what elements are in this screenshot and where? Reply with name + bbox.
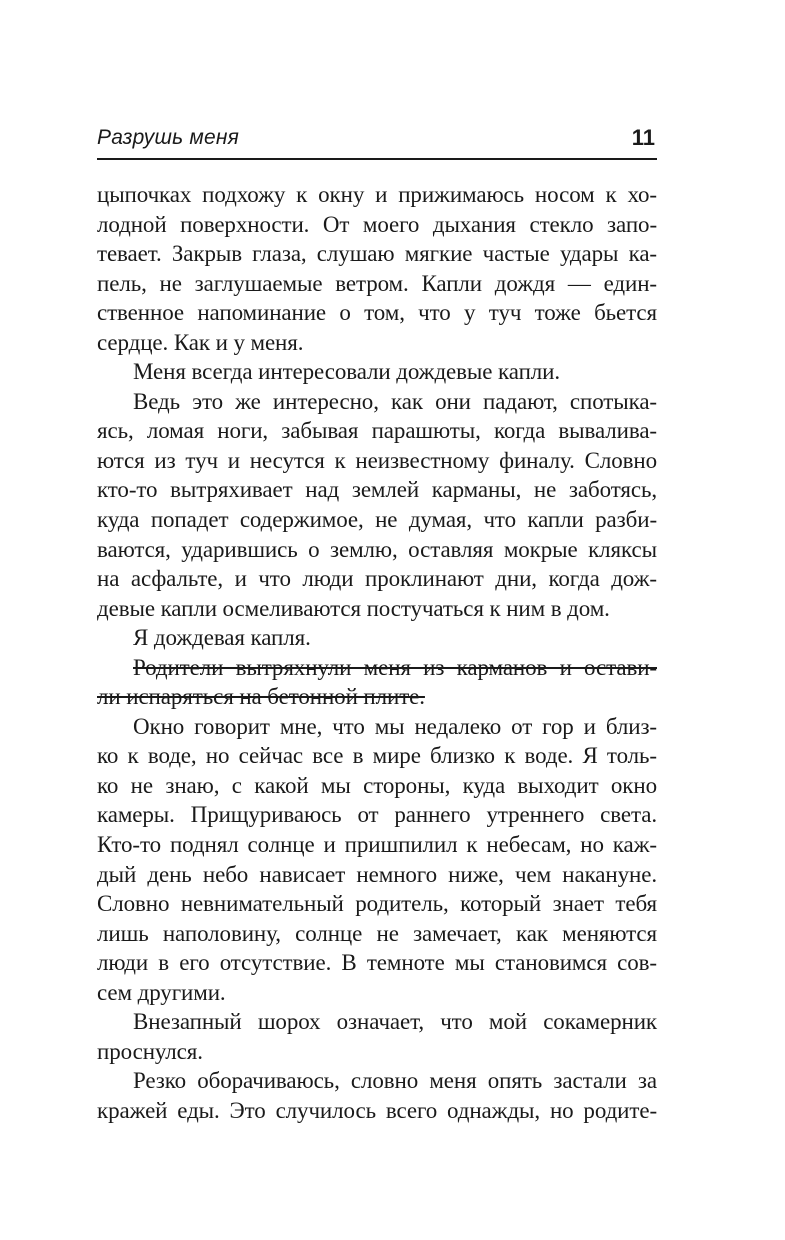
page-header bbox=[97, 124, 657, 160]
text-line: Окно говорит мне, что мы недалеко от гор и близ- bbox=[133, 713, 657, 739]
struck-text-line: Родители вытряхнули меня из карманов и остави- bbox=[133, 654, 657, 680]
page-number: 11 bbox=[631, 125, 655, 150]
text-line: Резко оборачиваюсь, словно меня опять застали за bbox=[133, 1068, 657, 1094]
struck-text-line: ли испаряться на бетонной плите. bbox=[97, 684, 425, 710]
text-line: люди в его отсутствие. В темноте мы становимся сов- bbox=[97, 950, 657, 976]
text-line: дый день небо нависает немного ниже, чем накануне. bbox=[97, 861, 657, 887]
text-line: лодной поверхности. От моего дыхания стекло запо- bbox=[97, 211, 657, 237]
text-line: Кто-то поднял солнце и пришпилил к небесам, но каж- bbox=[97, 832, 657, 858]
text-line: кражей еды. Это случилось всего однажды, но родите- bbox=[97, 1097, 657, 1123]
text-line: ваются, ударившись о землю, оставляя мокрые кляксы bbox=[97, 536, 657, 562]
text-line: лишь наполовину, солнце не замечает, как меняются bbox=[97, 920, 657, 946]
running-title: Разрушь меня bbox=[97, 126, 240, 149]
text-line: сем другими. bbox=[97, 979, 226, 1005]
text-line: Словно невнимательный родитель, который знает тебя bbox=[97, 891, 657, 917]
text-line: Я дождевая капля. bbox=[133, 625, 311, 651]
text-line: ственное напоминание о том, что у туч тоже бьется bbox=[97, 300, 657, 326]
text-line: проснулся. bbox=[97, 1038, 203, 1064]
text-line: ко к воде, но сейчас все в мире близко к воде. Я толь- bbox=[97, 743, 657, 769]
text-line: кто-то вытряхивает над землей карманы, не заботясь, bbox=[97, 477, 657, 503]
text-line: на асфальте, и что люди проклинают дни, когда дож- bbox=[97, 566, 657, 592]
text-line: пель, не заглушаемые ветром. Капли дождя — един- bbox=[97, 270, 657, 296]
text-line: камеры. Прищуриваюсь от раннего утреннего света. bbox=[97, 802, 657, 828]
text-line: девые капли осмеливаются постучаться к ним в дом. bbox=[97, 595, 610, 621]
text-line: Ведь это же интересно, как они падают, спотыка- bbox=[133, 388, 657, 414]
text-line: ко не знаю, с какой мы стороны, куда выходит окно bbox=[97, 772, 657, 798]
body-text bbox=[97, 180, 657, 1126]
text-line: ются из туч и несутся к неизвестному финалу. Словно bbox=[97, 447, 657, 473]
text-line: ясь, ломая ноги, забывая парашюты, когда вывалива- bbox=[97, 418, 657, 444]
text-line: Внезапный шорох означает, что мой сокамерник bbox=[133, 1009, 657, 1035]
text-line: сердце. Как и у меня. bbox=[97, 329, 304, 355]
text-line: цыпочках подхожу к окну и прижимаюсь носом к хо- bbox=[97, 182, 657, 207]
text-line: тевает. Закрыв глаза, слушаю мягкие частые удары ка- bbox=[97, 241, 657, 267]
text-line: куда попадет содержимое, не думая, что капли разби- bbox=[97, 507, 657, 533]
text-line: Меня всегда интересовали дождевые капли. bbox=[133, 359, 561, 385]
